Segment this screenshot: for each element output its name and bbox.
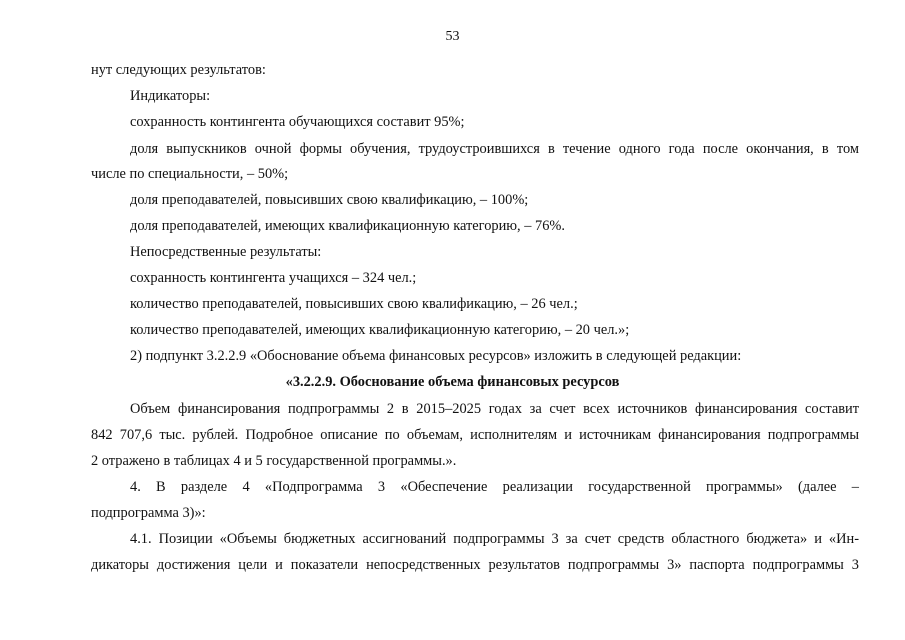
text-line: доля преподавателей, имеющих квалификационную категорию, – 76%. <box>130 218 566 234</box>
page-number: 53 <box>445 29 460 44</box>
text-line: количество преподавателей, повысивших свою квалификацию, – 26 чел.; <box>130 296 578 312</box>
text-line: 2) подпункт 3.2.2.9 «Обоснование объема финансовых ресурсов» изложить в следующей редакции: <box>130 348 742 364</box>
text-line: доля выпускников очной формы обучения, трудоустроившихся в течение одного года после окончания, в том <box>130 141 859 157</box>
text-line: Объем финансирования подпрограммы 2 в 2015–2025 годах за счет всех источников финансирования составит <box>130 401 859 417</box>
text-line: нут следующих результатов: <box>91 62 266 78</box>
text-line: 4. В разделе 4 «Подпрограмма 3 «Обеспечение реализации государственной программы» (далее – <box>130 479 859 495</box>
text-line: доля преподавателей, повысивших свою квалификацию, – 100%; <box>130 192 529 208</box>
section-heading: «3.2.2.9. Обоснование объема финансовых ресурсов <box>285 374 620 390</box>
text-line: 2 отражено в таблицах 4 и 5 государственной программы.». <box>91 453 457 469</box>
text-line: дикаторы достижения цели и показатели непосредственных результатов подпрограммы 3» паспорта подпрограммы 3 <box>91 557 859 573</box>
text-line: Индикаторы: <box>130 88 211 104</box>
text-line: количество преподавателей, имеющих квалификационную категорию, – 20 чел.»; <box>130 322 630 338</box>
text-line: 4.1. Позиции «Объемы бюджетных ассигнований подпрограммы 3 за счет средств областного бюджета» и «Ин- <box>130 531 859 547</box>
text-line: сохранность контингента учащихся – 324 чел.; <box>130 270 417 286</box>
text-line: подпрограмма 3)»: <box>91 505 206 521</box>
text-line: числе по специальности, – 50%; <box>91 166 289 182</box>
text-line: 842 707,6 тыс. рублей. Подробное описание по объемам, исполнителям и источникам финансирования подпрограммы <box>91 427 859 443</box>
text-line: Непосредственные результаты: <box>130 244 322 260</box>
text-line: сохранность контингента обучающихся составит 95%; <box>130 114 465 130</box>
